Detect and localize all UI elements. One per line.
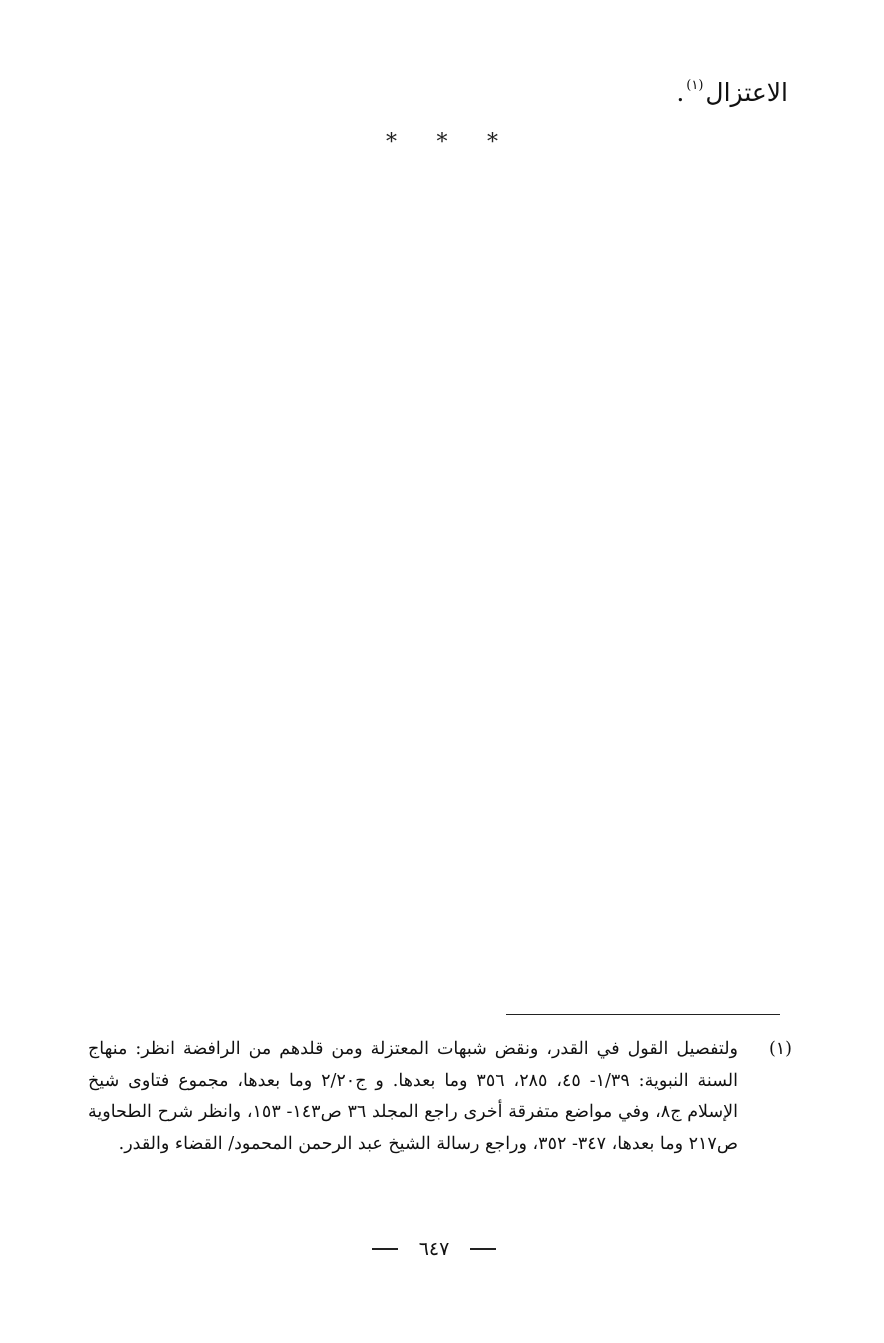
body-text-punctuation: . (676, 78, 685, 107)
footnote-reference: (١) (686, 78, 704, 93)
footnote-text: ولتفصيل القول في القدر، ونقض شبهات المعتزلة ومن قلدهم من الرافضة انظر: منهاج السنة النبوية: ١/٣٩- ٤٥، ٢٨٥، ٣٥٦ وما بعدها. و ج٢/٢٠ وما بعدها، مجموع فتاوى شيخ الإسلام ج٨، وفي مواضع متفرقة أخرى راجع المجلد ٣٦ ص١٤٣- ١٥٣، وانظر شرح الطحاوية ص٢١٧ وما بعدها، ٣٤٧- ٣٥٢، وراجع رسالة الشيخ عبد الرحمن المحمود/ القضاء والقدر. (88, 1039, 739, 1154)
page-number-footer (372, 1234, 496, 1264)
page-number-right-dash (470, 1248, 496, 1250)
separator-star: * (436, 130, 448, 155)
footnote (88, 1034, 792, 1160)
separator-star: * (386, 130, 397, 155)
footnote-number: (١) (768, 1039, 792, 1059)
page-number: ٦٤٧ (418, 1238, 450, 1260)
footnote-divider (506, 1014, 780, 1015)
body-text-word: الاعتزال (705, 78, 788, 107)
page-number-left-dash (372, 1248, 398, 1250)
body-text-line (676, 66, 788, 113)
section-separator (386, 128, 498, 158)
separator-star: * (487, 130, 498, 155)
